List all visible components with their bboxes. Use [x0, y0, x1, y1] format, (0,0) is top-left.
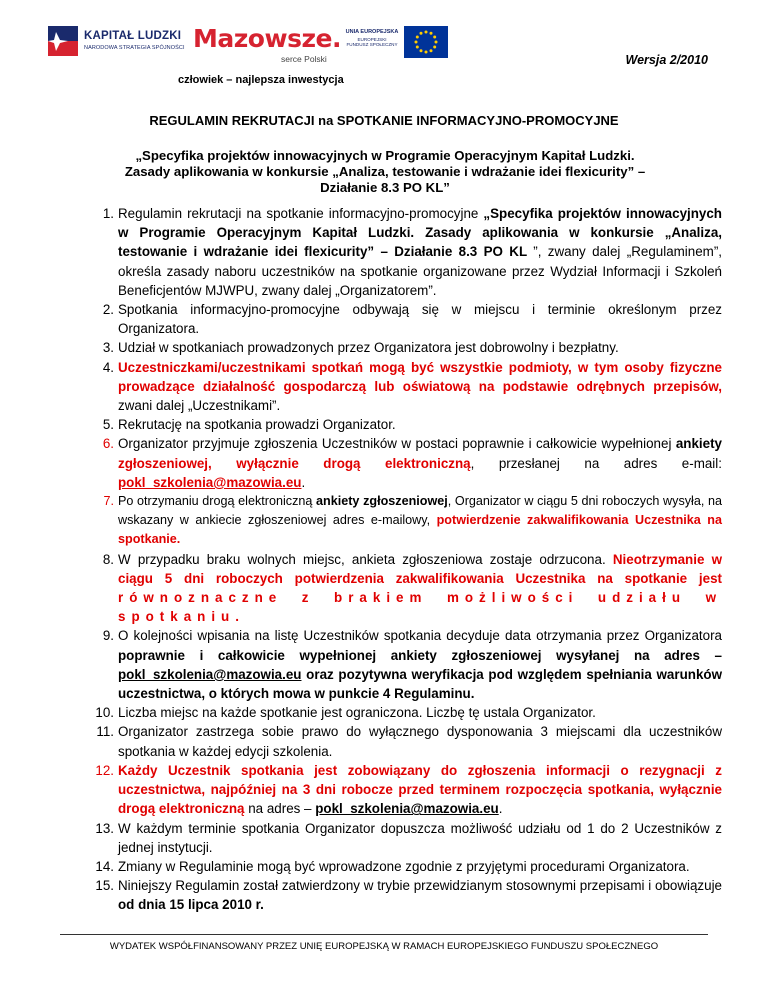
list-item: [76, 550, 722, 627]
mazowsze-tagline: serce Polski: [281, 54, 327, 64]
rule-1-training-name: „Specyfika projektów innowacyjnych w Programie Operacyjnym Kapitał Ludzki. Zasady aplikowania w konkursie „Analiza, testowanie i wdrażanie idei flexicurity” – Działanie 8.3 PO KL: [118, 206, 722, 260]
rule-14-text: Zmiany w Regulaminie mogą być wprowadzone zgodnie z przyjętymi procedurami Organizatora.: [118, 858, 690, 874]
item-number: 7.: [103, 494, 114, 509]
item-number: 8.: [102, 551, 114, 567]
document-version: Wersja 2/2010: [625, 53, 708, 67]
list-item: [76, 761, 722, 819]
eu-line-3: FUNDUSZ SPOŁECZNY: [346, 42, 398, 47]
rule-7-highlight: potwierdzenie zakwalifikowania Uczestnika na spotkanie.: [118, 513, 722, 547]
rule-12-highlight: Każdy Uczestnik spotkania jest zobowiązany do zgłoszenia informacji o rezygnacji z uczestnictwa, najpóźniej na 3 dni robocze przed terminem rozpoczęcia spotkania, wyłącznie drogą elektroniczną: [118, 762, 722, 817]
kapital-ludzki-flag-icon: [44, 24, 80, 58]
rule-6-address-intro: , przesłanej na adres e-mail:: [470, 455, 722, 471]
eu-line-1: UNIA EUROPEJSKA: [345, 29, 399, 35]
rule-6-intro: Organizator przyjmuje zgłoszenia Uczestników w postaci poprawnie i całkowicie wypełnionej: [118, 436, 676, 452]
rule-2-text: Spotkania informacyjno-promocyjne odbywają się w miejscu i terminie określonym przez Organizatora.: [118, 302, 722, 337]
rules-list: [76, 204, 722, 915]
list-item: [76, 338, 722, 357]
rule-6-survey: ankiety: [675, 436, 722, 452]
item-number: 15.: [95, 878, 114, 894]
list-item: [76, 300, 722, 338]
rule-4-highlight: Uczestniczkami/uczestnikami spotkań mogą być wszystkie podmioty, w tym osoby fizyczne prowadzące działalność gospodarczą lub oświatową na podstawie odrębnych przepisów,: [118, 359, 722, 394]
item-number: 11.: [96, 724, 114, 740]
item-number: 10.: [95, 705, 114, 721]
list-item: [76, 722, 722, 760]
item-number: 6.: [102, 436, 114, 452]
rule-12-end: .: [498, 801, 503, 817]
item-number: 13.: [95, 820, 114, 836]
list-item: [76, 819, 722, 857]
list-item: [76, 434, 722, 492]
item-number: 1.: [102, 206, 114, 221]
mazowsze-wordmark: Mazowsze.: [193, 24, 341, 53]
page-subtitle: „Specyfika projektów innowacyjnych w Programie Operacyjnym Kapitał Ludzki. Zasady aplikowania w konkursie „Analiza, testowanie i wdrażanie idei flexicurity” – Działanie 8.3 PO KL”: [124, 148, 646, 195]
list-item: [76, 358, 722, 416]
email-link[interactable]: pokl_szkolenia@mazowia.eu: [315, 801, 499, 817]
rule-8-spaced: równoznaczne z brakiem możliwości udziału w spotkaniu.: [118, 590, 722, 625]
rule-6-highlight: zgłoszeniowej, wyłącznie drogą elektroniczną: [118, 455, 471, 471]
rule-6-end: .: [301, 474, 306, 490]
kapital-ludzki-subtitle: NARODOWA STRATEGIA SPÓJNOŚCI: [84, 45, 185, 51]
rule-11-text: Organizator zastrzega sobie prawo do wyłącznego dysponowania 3 miejscami dla uczestników spotkania w każdej edycji szkolenia.: [118, 724, 722, 759]
email-link[interactable]: pokl_szkolenia@mazowia.eu: [118, 474, 302, 490]
eu-line-2: EUROPEJSKI: [357, 37, 387, 42]
rule-15-date: od dnia 15 lipca 2010 r.: [118, 897, 264, 913]
item-number: 5.: [102, 417, 114, 433]
rule-1-intro: Regulamin rekrutacji na spotkanie informacyjno-promocyjne: [118, 206, 484, 221]
rule-3-text: Udział w spotkaniach prowadzonych przez Organizatora jest dobrowolny i bezpłatny.: [118, 340, 619, 356]
rule-10-text: Liczba miejsc na każde spotkanie jest ograniczona. Liczbę tę ustala Organizator.: [118, 705, 596, 721]
rule-9-bold: poprawnie i całkowicie wypełnionej ankiety zgłoszeniowej wysyłanej na adres –: [118, 647, 722, 663]
rule-12-address-intro: na adres –: [244, 801, 316, 817]
item-number: 2.: [102, 302, 114, 318]
rule-7-survey: ankiety zgłoszeniowej: [316, 494, 448, 509]
item-number: 4.: [102, 359, 114, 375]
page-title: REGULAMIN REKRUTACJI na SPOTKANIE INFORMACYJNO-PROMOCYJNE: [149, 113, 619, 128]
rule-1-rest: ”, zwany dalej „Regulaminem”, określa zasady naboru uczestników na spotkanie organizowane przez Wydział Informacji i Szkoleń Beneficjentów MJWPU, zwany dalej „Organizatorem”.: [118, 244, 722, 298]
rule-8-highlight: Nieotrzymanie w ciągu 5 dni roboczych potwierdzenia zakwalifikowania Uczestnika na spotkanie jest: [118, 551, 722, 586]
rule-7-intro: Po otrzymaniu drogą elektroniczną: [118, 494, 317, 509]
email-link[interactable]: pokl_szkolenia@mazowia.eu: [118, 666, 302, 682]
item-number: 9.: [102, 628, 114, 644]
list-item: [76, 857, 722, 876]
rule-5-text: Rekrutację na spotkania prowadzi Organizator.: [118, 417, 396, 433]
list-item: [76, 415, 722, 434]
eu-logo: [344, 25, 449, 61]
rule-4-rest: zwani dalej „Uczestnikami”.: [118, 398, 281, 414]
list-item: [76, 876, 722, 914]
item-number: 3.: [102, 340, 114, 356]
rule-7-mid: , Organizator w ciągu 5 dni roboczych wysyła, na wskazany w ankiecie zgłoszeniowej adres e-mailowy,: [118, 494, 722, 528]
rule-9-rest: oraz pozytywna weryfikacja pod względem spełniania warunków uczestnictwa, o których mowa w punkcie 4 Regulaminu.: [118, 666, 722, 702]
item-number: 12.: [95, 762, 114, 778]
list-item: [76, 204, 722, 300]
rule-8-intro: W przypadku braku wolnych miejsc, ankieta zgłoszeniowa zostaje odrzucona.: [118, 551, 613, 567]
rule-9-intro: O kolejności wpisania na listę Uczestników spotkania decyduje data otrzymania przez Organizatora: [118, 628, 722, 644]
list-item: [76, 492, 722, 550]
kapital-ludzki-logo: [44, 22, 184, 66]
footer-text: WYDATEK WSPÓŁFINANSOWANY PRZEZ UNIĘ EUROPEJSKĄ W RAMACH EUROPEJSKIEGO FUNDUSZU SPOŁECZNEGO: [109, 941, 659, 952]
footer-divider: [60, 934, 708, 935]
item-number: 14.: [95, 858, 114, 874]
list-item: [76, 626, 722, 703]
list-item: [76, 703, 722, 722]
eu-text: [344, 29, 400, 47]
eu-flag-icon: [404, 26, 448, 58]
slogan: człowiek – najlepsza inwestycja: [178, 74, 344, 86]
kapital-ludzki-title: KAPITAŁ LUDZKI: [84, 30, 182, 42]
mazowsze-logo: [193, 24, 341, 68]
rule-15-text: Niniejszy Regulamin został zatwierdzony w trybie przewidzianym stosownymi przepisami i obowiązuje: [118, 878, 722, 894]
rule-13-text: W każdym terminie spotkania Organizator dopuszcza możliwość udziału od 1 do 2 Uczestników z jednej instytucji.: [118, 820, 722, 855]
